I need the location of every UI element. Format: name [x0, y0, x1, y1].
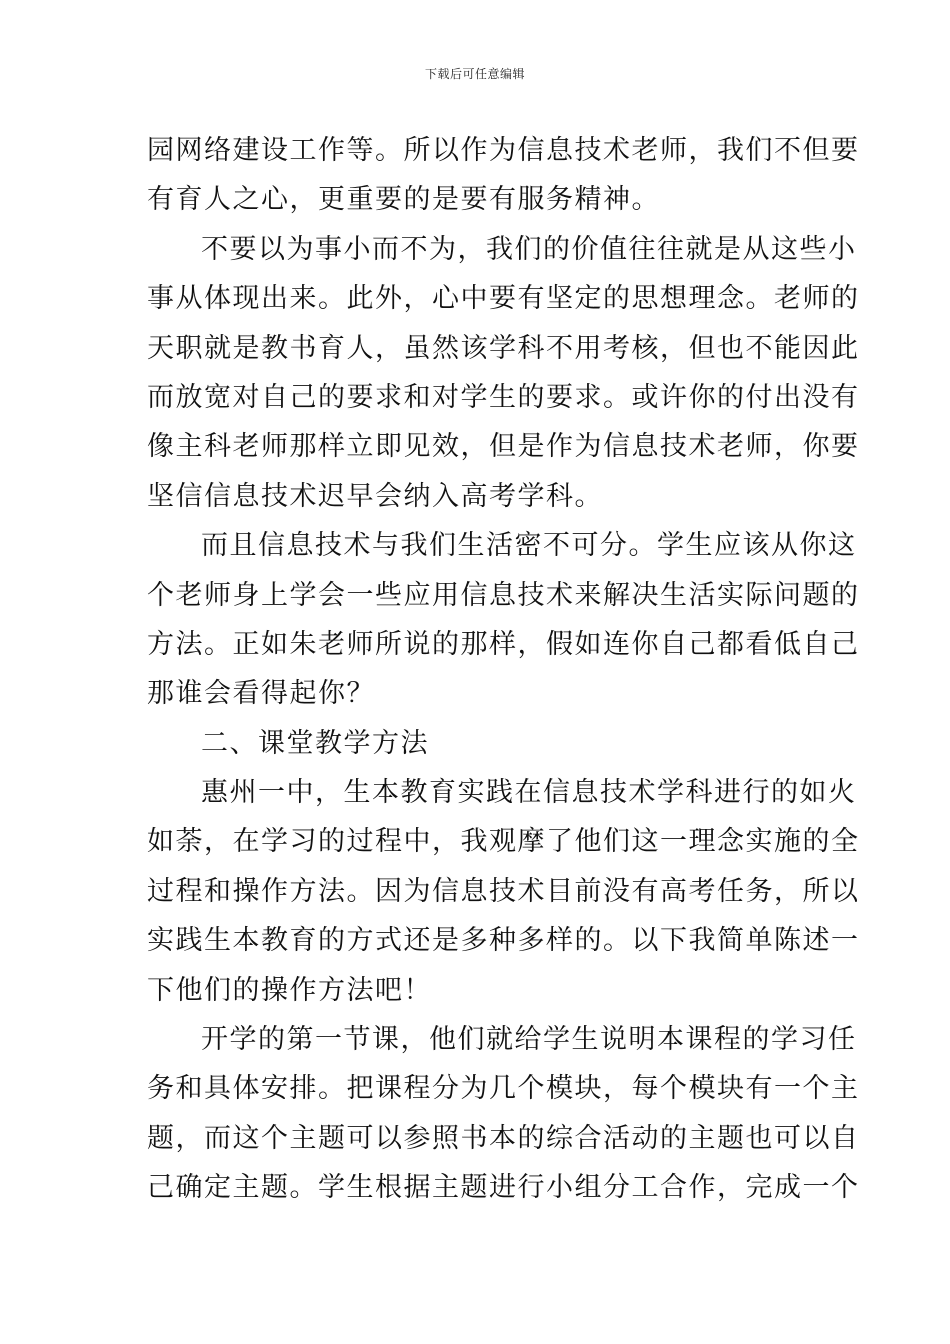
text-line: 而放宽对自己的要求和对学生的要求。或许你的付出没有	[147, 381, 860, 413]
text-line: 己确定主题。学生根据主题进行小组分工合作，完成一个	[147, 1172, 860, 1204]
paragraph-start-line: 开学的第一节课，他们就给学生说明本课程的学习任	[201, 1024, 857, 1056]
paragraph-start-line: 而且信息技术与我们生活密不可分。学生应该从你这	[201, 530, 857, 562]
text-line: 事从体现出来。此外，心中要有坚定的思想理念。老师的	[147, 283, 860, 315]
text-line: 过程和操作方法。因为信息技术目前没有高考任务，所以	[147, 875, 860, 907]
section-heading: 二、课堂教学方法	[201, 727, 429, 759]
page-header: 下载后可任意编辑	[424, 67, 525, 81]
text-line: 园网络建设工作等。所以作为信息技术老师，我们不但要	[147, 135, 860, 166]
text-line: 方法。正如朱老师所说的那样，假如连你自己都看低自己	[147, 628, 860, 660]
text-line: 务和具体安排。把课程分为几个模块，每个模块有一个主	[147, 1073, 860, 1105]
text-line: 题，而这个主题可以参照书本的综合活动的主题也可以自	[147, 1122, 860, 1154]
text-line: 坚信信息技术迟早会纳入高考学科。	[147, 480, 603, 512]
text-line: 有育人之心，更重要的是要有服务精神。	[147, 184, 660, 216]
text-line: 那谁会看得起你？	[147, 678, 375, 710]
paragraph-start-line: 惠州一中，生本教育实践在信息技术学科进行的如火	[201, 777, 857, 809]
text-line: 下他们的操作方法吧！	[147, 974, 432, 1006]
text-line: 天职就是教书育人，虽然该学科不用考核，但也不能因此	[147, 332, 860, 364]
text-line: 个老师身上学会一些应用信息技术来解决生活实际问题的	[147, 579, 860, 611]
text-line: 实践生本教育的方式还是多种多样的。以下我简单陈述一	[147, 925, 860, 957]
text-line: 像主科老师那样立即见效，但是作为信息技术老师，你要	[147, 431, 860, 463]
document-body	[147, 126, 860, 1213]
text-line: 如荼，在学习的过程中，我观摩了他们这一理念实施的全	[147, 826, 860, 858]
paragraph-start-line: 不要以为事小而不为，我们的价值往往就是从这些小	[201, 233, 857, 265]
